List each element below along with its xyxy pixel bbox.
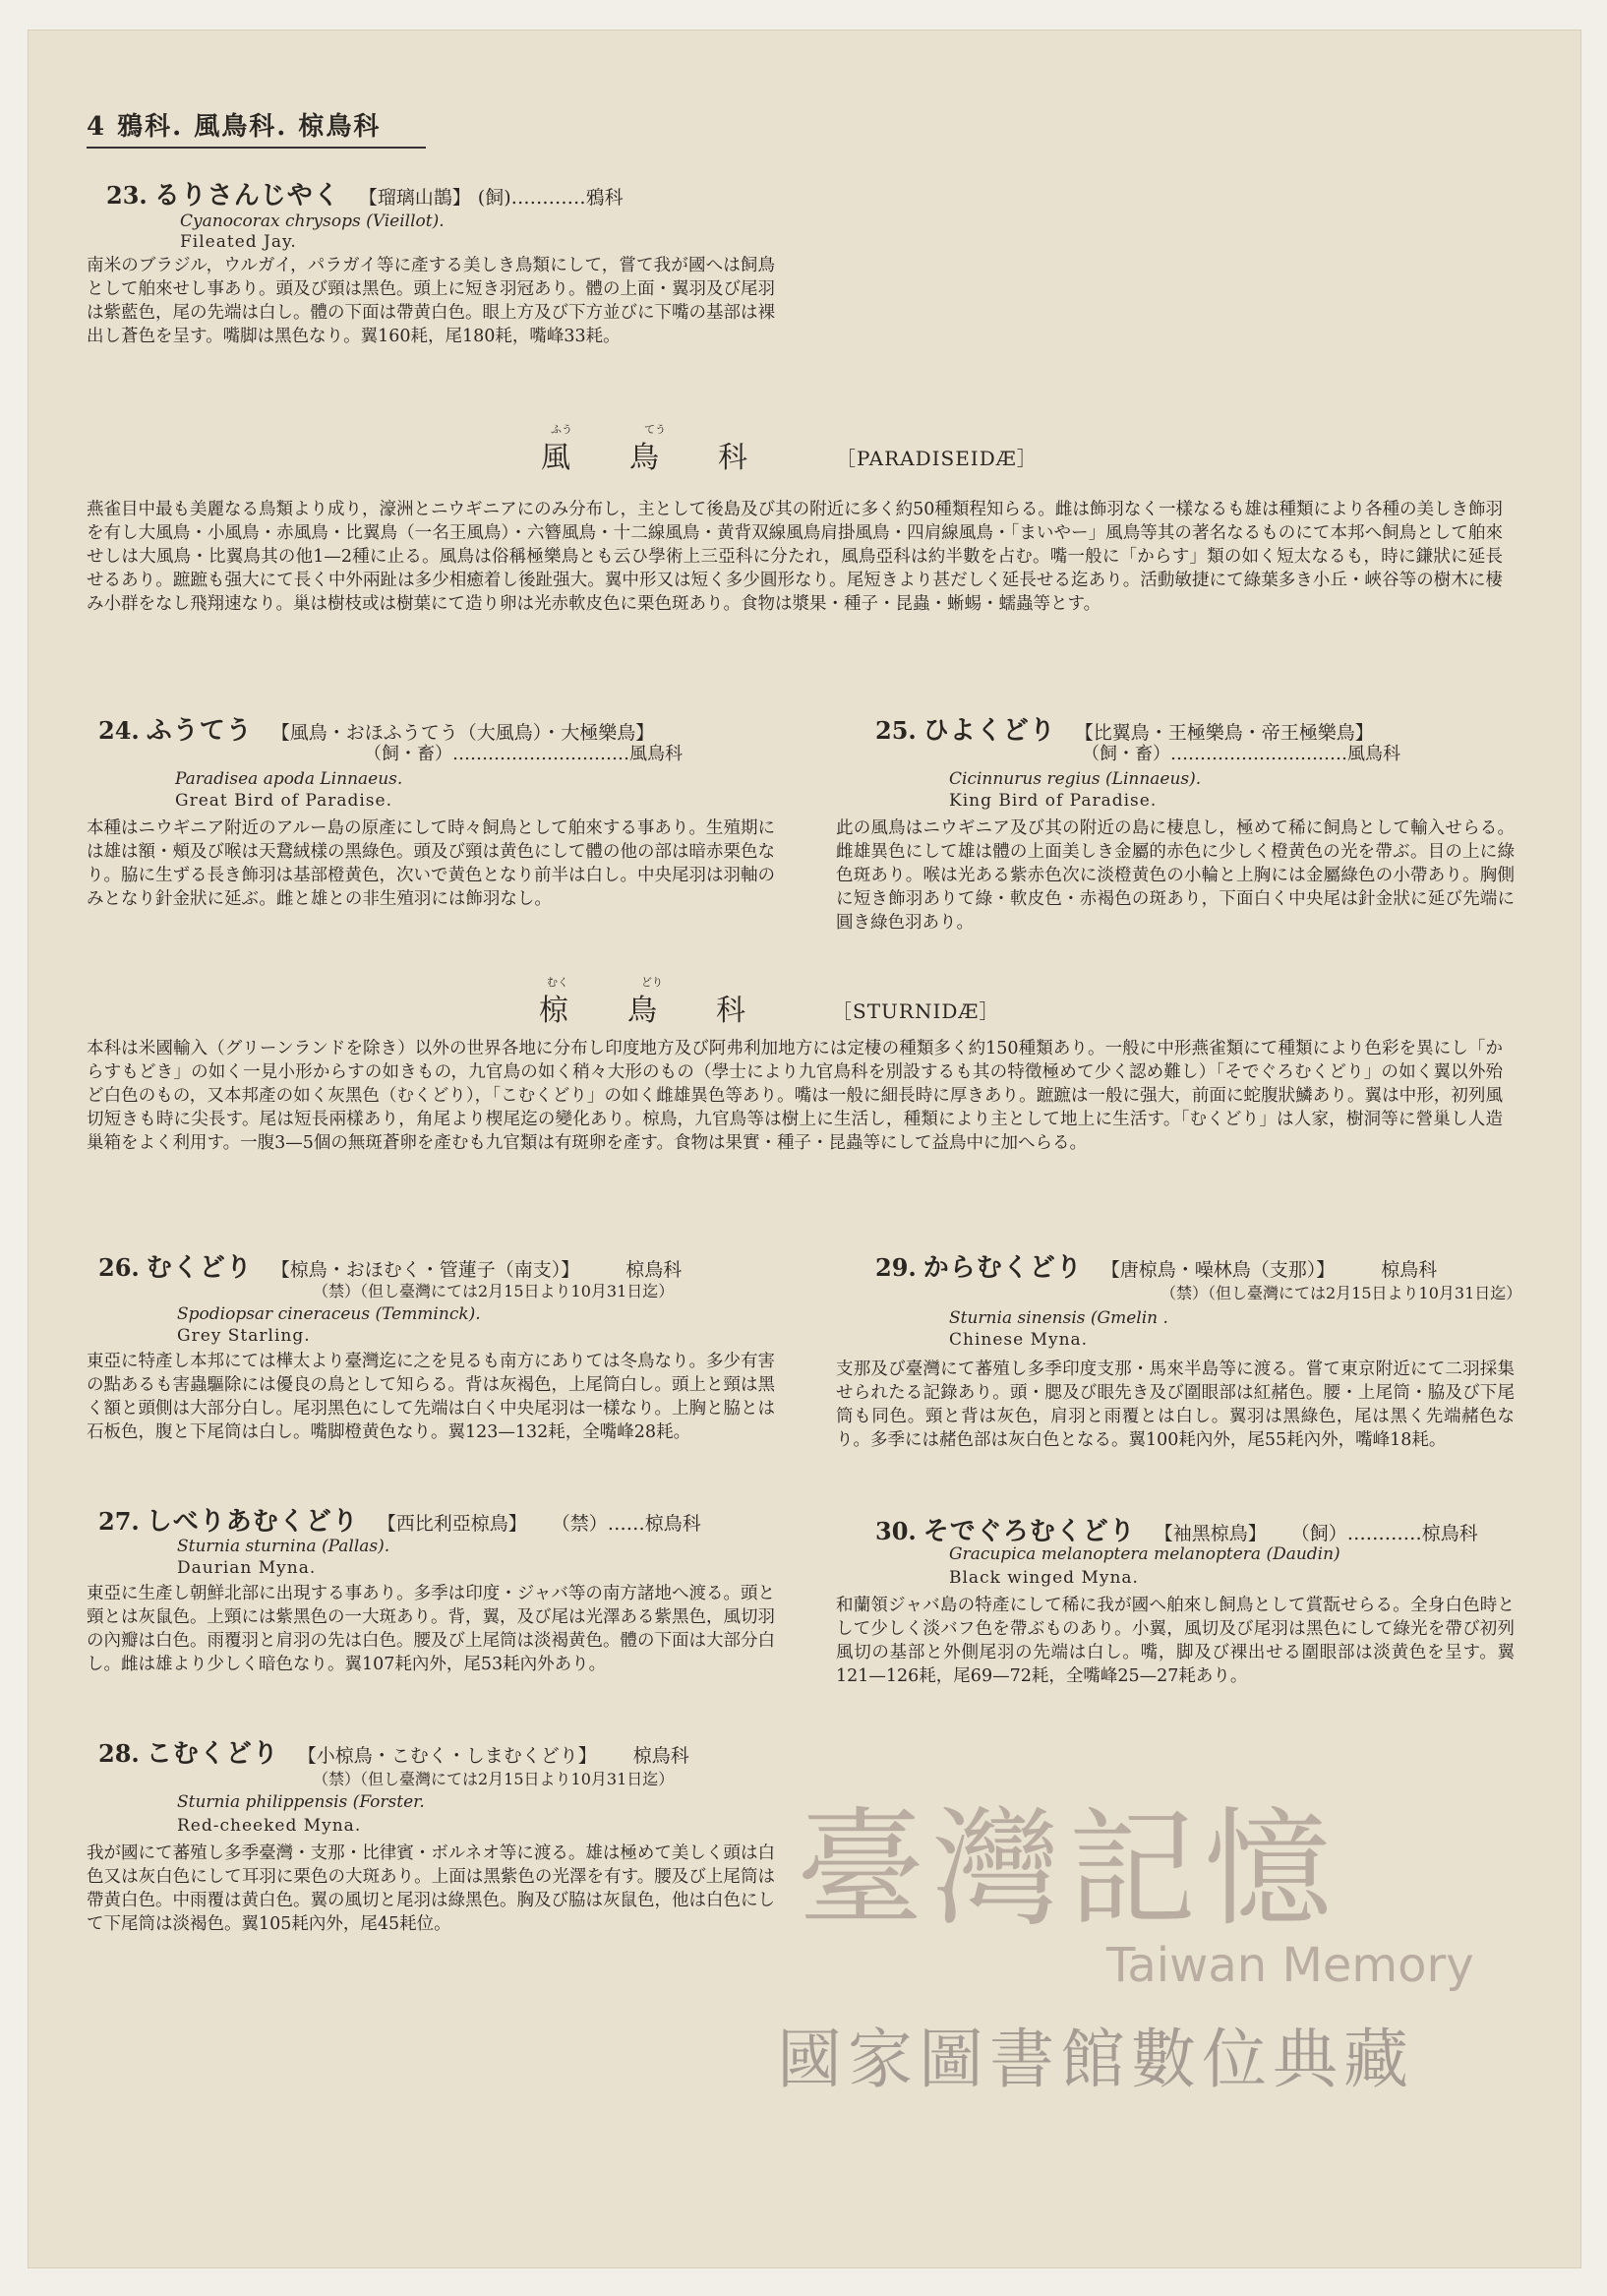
species-30-english: Black winged Myna.	[949, 1568, 1139, 1588]
species-29-english: Chinese Myna.	[949, 1330, 1089, 1350]
furigana-dori: どり	[641, 976, 663, 989]
species-24-status: （飼・畜）…………………………風鳥科	[364, 744, 683, 764]
species-26-title: 26. むくどり 【椋鳥・おほむく・管蓮子（南支）】 椋鳥科	[98, 1253, 683, 1283]
species-28-title: 28. こむくどり 【小椋鳥・こむく・しまむくどり】 椋鳥科	[98, 1739, 689, 1769]
species-24-text: 本種はニウギニア附近のアルー島の原產にして時々飼鳥として舶來する事あり。生殖期には雄は額・頰及び喉は天鵞絨樣の黑綠色。頭及び頸は黄色にして體の他の部は暗赤栗色なり。脇に生ずる長き飾羽は基部橙黄色，次いで黄色となり前半は白し。中央尾羽は羽軸のみとなり針金狀に延ぶ。雌と雄との非生殖羽には飾羽なし。	[87, 818, 775, 909]
species-27-english: Daurian Myna.	[177, 1558, 317, 1578]
species-25-latin: Cicinnurus regius (Linnaeus).	[949, 769, 1202, 789]
species-27-title: 27. しべりあむくどり 【西比利亞椋鳥】 （禁）……椋鳥科	[98, 1507, 701, 1537]
furigana-fu: ふう	[551, 423, 572, 436]
species-26-latin: Spodiopsar cineraceus (Temminck).	[177, 1304, 481, 1324]
species-29-season: （禁）（但し臺灣にては2月15日より10月31日迄）	[1161, 1284, 1522, 1302]
species-23-text: 南米のブラジル，ウルガイ，パラガイ等に產する美しき鳥類にして，嘗て我が國へは飼鳥として舶來せし事あり。頭及び頸は黑色。頭上に短き羽冠あり。體の上面・翼羽及び尾羽は紫藍色，尾の先端は白し。體の下面は帶黄白色。眼上方及び下方並びに下嘴の基部は裸出し蒼色を呈す。嘴脚は黑色なり。翼160耗，尾180耗，嘴峰33耗。	[87, 256, 775, 346]
species-29-latin: Sturnia sinensis (Gmelin .	[949, 1308, 1168, 1328]
species-23-latin: Cyanocorax chrysops (Vieillot).	[180, 211, 445, 231]
species-27-latin: Sturnia sturnina (Pallas).	[177, 1537, 390, 1556]
species-30-title: 30. そでぐろむくどり 【袖黑椋鳥】 （飼）…………椋鳥科	[875, 1517, 1478, 1546]
family-paradise-title: 風鳥科	[541, 441, 806, 475]
species-23-english: Fileated Jay.	[180, 232, 297, 252]
species-25-status: （飼・畜）…………………………風鳥科	[1082, 744, 1400, 764]
family-paradise-text: 燕雀目中最も美麗なる鳥類より成り，濠洲とニウギニアにのみ分布し，主として後島及び其の附近に多く約50種類程知らる。雌は飾羽なく一樣なるも雄は種類により各種の美しき飾羽を有し大風鳥・小風鳥・赤風鳥・比翼鳥（一名王風鳥）・六簪風鳥・十二線風鳥・黄背双線風鳥肩掛風鳥・四肩線風鳥・「まいやー」風鳥等其の著名なるものにて本邦へ飼鳥として舶來せしは大風鳥・比翼鳥其の他1—2種に止る。風鳥は俗稱極樂鳥とも云ひ學術上三亞科に分たれ，風鳥亞科は約半數を占む。嘴一般に「からす」類の如く短太なるも，時に鎌狀に延長せるあり。蹠蹠も强大にて長く中外兩趾は多少相癒着し後趾强大。翼中形又は短く多少圓形なり。尾短きより甚だしく延長せる迄あり。活動敏捷にて綠葉多き小丘・峽谷等の樹木に棲み小群をなし飛翔速なり。巢は樹枝或は樹葉にて造り卵は光赤軟皮色に栗色斑あり。食物は漿果・種子・昆蟲・蜥蜴・蠕蟲等とす。	[87, 500, 1503, 614]
page-header: 4 鴉科. 風鳥科. 椋鳥科	[87, 106, 426, 149]
species-29-title: 29. からむくどり 【唐椋鳥・噪林鳥（支那）】 椋鳥科	[875, 1253, 1438, 1283]
species-24-latin: Paradisea apoda Linnaeus.	[175, 769, 403, 789]
species-25-english: King Bird of Paradise.	[949, 791, 1158, 811]
species-29-text: 支那及び臺灣にて蕃殖し多季印度支那・馬來半島等に渡る。嘗て東京附近にて二羽採集せられたる記錄あり。頭・腮及び眼先き及び圍眼部は紅赭色。腰・上尾筒・脇及び下尾筒も同色。頸と背は灰色，肩羽と雨覆とは白し。翼羽は黑綠色，尾は黑く先端赭色なり。多季には赭色部は灰白色となる。翼100耗內外，尾55耗內外，嘴峰18耗。	[836, 1359, 1515, 1450]
species-28-english: Red-cheeked Myna.	[177, 1816, 362, 1836]
species-24-english: Great Bird of Paradise.	[175, 791, 392, 811]
species-30-text: 和蘭領ジャバ島の特產にして稀に我が國へ舶來し飼鳥として賞翫せらる。全身白色時として少しく淡バフ色を帶ぶものあり。小翼，風切及び尾羽は黑色にして綠光を帶び初列風切の基部と外側尾羽の先端は白し。嘴，脚及び裸出せる圍眼部は淡黄色を呈す。翼121—126耗，尾69—72耗，全嘴峰25—27耗あり。	[836, 1596, 1515, 1686]
family-starling-latin: ［STURNIDÆ］	[832, 999, 1000, 1023]
furigana-tei: てう	[644, 423, 666, 436]
species-26-text: 東亞に特產し本邦にては樺太より臺灣迄に之を見るも南方にありては冬鳥なり。多少有害の點あるも害蟲驅除には優良の鳥として知らる。背は灰褐色，上尾筒白し。頭上と頸は黑く額と頭側は大部分白し。尾羽黑色にして先端は白く中央尾羽は一樣なり。上胸と脇とは石板色，腹と下尾筒は白し。嘴脚橙黄色なり。翼123—132耗，全嘴峰28耗。	[87, 1352, 775, 1442]
species-27-text: 東亞に生產し朝鮮北部に出現する事あり。多季は印度・ジャバ等の南方諸地へ渡る。頭と頸とは灰鼠色。上頸には紫黑色の一大斑あり。背，翼，及び尾は光澤ある紫黑色，風切羽の內瓣は白色。雨覆羽と肩羽の先は白色。腰及び上尾筒は淡褐黄色。體の下面は大部分白し。雌は雄より少しく暗色なり。翼107耗內外，尾53耗內外あり。	[87, 1584, 775, 1674]
species-26-season: （禁）（但し臺灣にては2月15日より10月31日迄）	[313, 1282, 675, 1300]
species-25-title: 25. ひよくどり 【比翼鳥・王極樂鳥・帝王極樂鳥】	[875, 716, 1374, 746]
furigana-muku: むく	[547, 976, 568, 989]
species-23-title: 23. るりさんじやく 【瑠璃山鵲】 (飼)…………鴉科	[106, 181, 624, 211]
watermark-calligraphy: 臺灣記憶	[797, 1794, 1340, 1944]
species-28-text: 我が國にて蕃殖し多季臺灣・支那・比律賓・ボルネオ等に渡る。雄は極めて美しく頭は白色又は灰白色にして耳羽に栗色の大斑あり。上面は黑紫色の光澤を有す。腰及び上尾筒は帶黄白色。中雨覆は黄白色。翼の風切と尾羽は綠黑色。胸及び脇は灰鼠色，他は白色にして下尾筒は淡褐色。翼105耗內外，尾45耗位。	[87, 1843, 775, 1934]
species-28-latin: Sturnia philippensis (Forster.	[177, 1792, 425, 1812]
species-30-latin: Gracupica melanoptera melanoptera (Daudin)	[949, 1544, 1340, 1564]
family-starling-text: 本科は米國輸入（グリーンランドを除き）以外の世界各地に分布し印度地方及び阿弗利加地方には定棲の種類多く約150種類あり。一般に中形燕雀類にて種類により色彩を異にし「からすもどき」の如く一見小形からすの如きもの，九官鳥の如く稍々大形のもの（學士により九官鳥科を別設するも其の特徵極めて少く認め難し）「そでぐろむくどり」の如く翼以外殆ど白色のもの，又本邦產の如く灰黑色（むくどり），「こむくどり」の如く雌雄異色等あり。嘴は一般に細長時に厚きあり。蹠蹠は一般に强大，前面に蛇腹狀鱗あり。翼は中形，初列風切短きも時に尖長す。尾は短長兩樣あり，角尾より楔尾迄の變化あり。椋鳥，九官鳥等は樹上に生活し，種類により主として地上に生活す。「むくどり」は人家，樹洞等に營巢し人造巢箱をよく利用す。一腹3—5個の無斑蒼卵を產むも九官類は有斑卵を產す。食物は果實・種子・昆蟲等にして益鳥中に加へらる。	[87, 1039, 1503, 1153]
watermark-org: 國家圖書館數位典藏	[777, 2022, 1414, 2097]
family-paradise-latin: ［PARADISEIDÆ］	[836, 447, 1038, 470]
family-starling-title: 椋鳥科	[539, 994, 804, 1028]
species-24-title: 24. ふうてう 【風鳥・おほふうてう（大風鳥）・大極樂鳥】	[98, 716, 655, 746]
species-28-season: （禁）（但し臺灣にては2月15日より10月31日迄）	[313, 1770, 675, 1788]
watermark-english: Taiwan Memory	[1106, 1938, 1474, 1993]
species-25-text: 此の風鳥はニウギニア及び其の附近の島に棲息し，極めて稀に飼鳥として輸入せらる。雌雄異色にして雄は體の上面美しき金屬的赤色に少しく橙黄色の光を帶ぶ。目の上に綠色斑あり。喉は光ある紫赤色次に淡橙黄色の小輪と上胸には金屬綠色の小帶あり。胸側に短き飾羽ありて綠・軟皮色・赤褐色の斑あり，下面白く中央尾は針金狀に延び先端に圓き綠色羽あり。	[836, 818, 1515, 933]
species-26-english: Grey Starling.	[177, 1326, 311, 1346]
